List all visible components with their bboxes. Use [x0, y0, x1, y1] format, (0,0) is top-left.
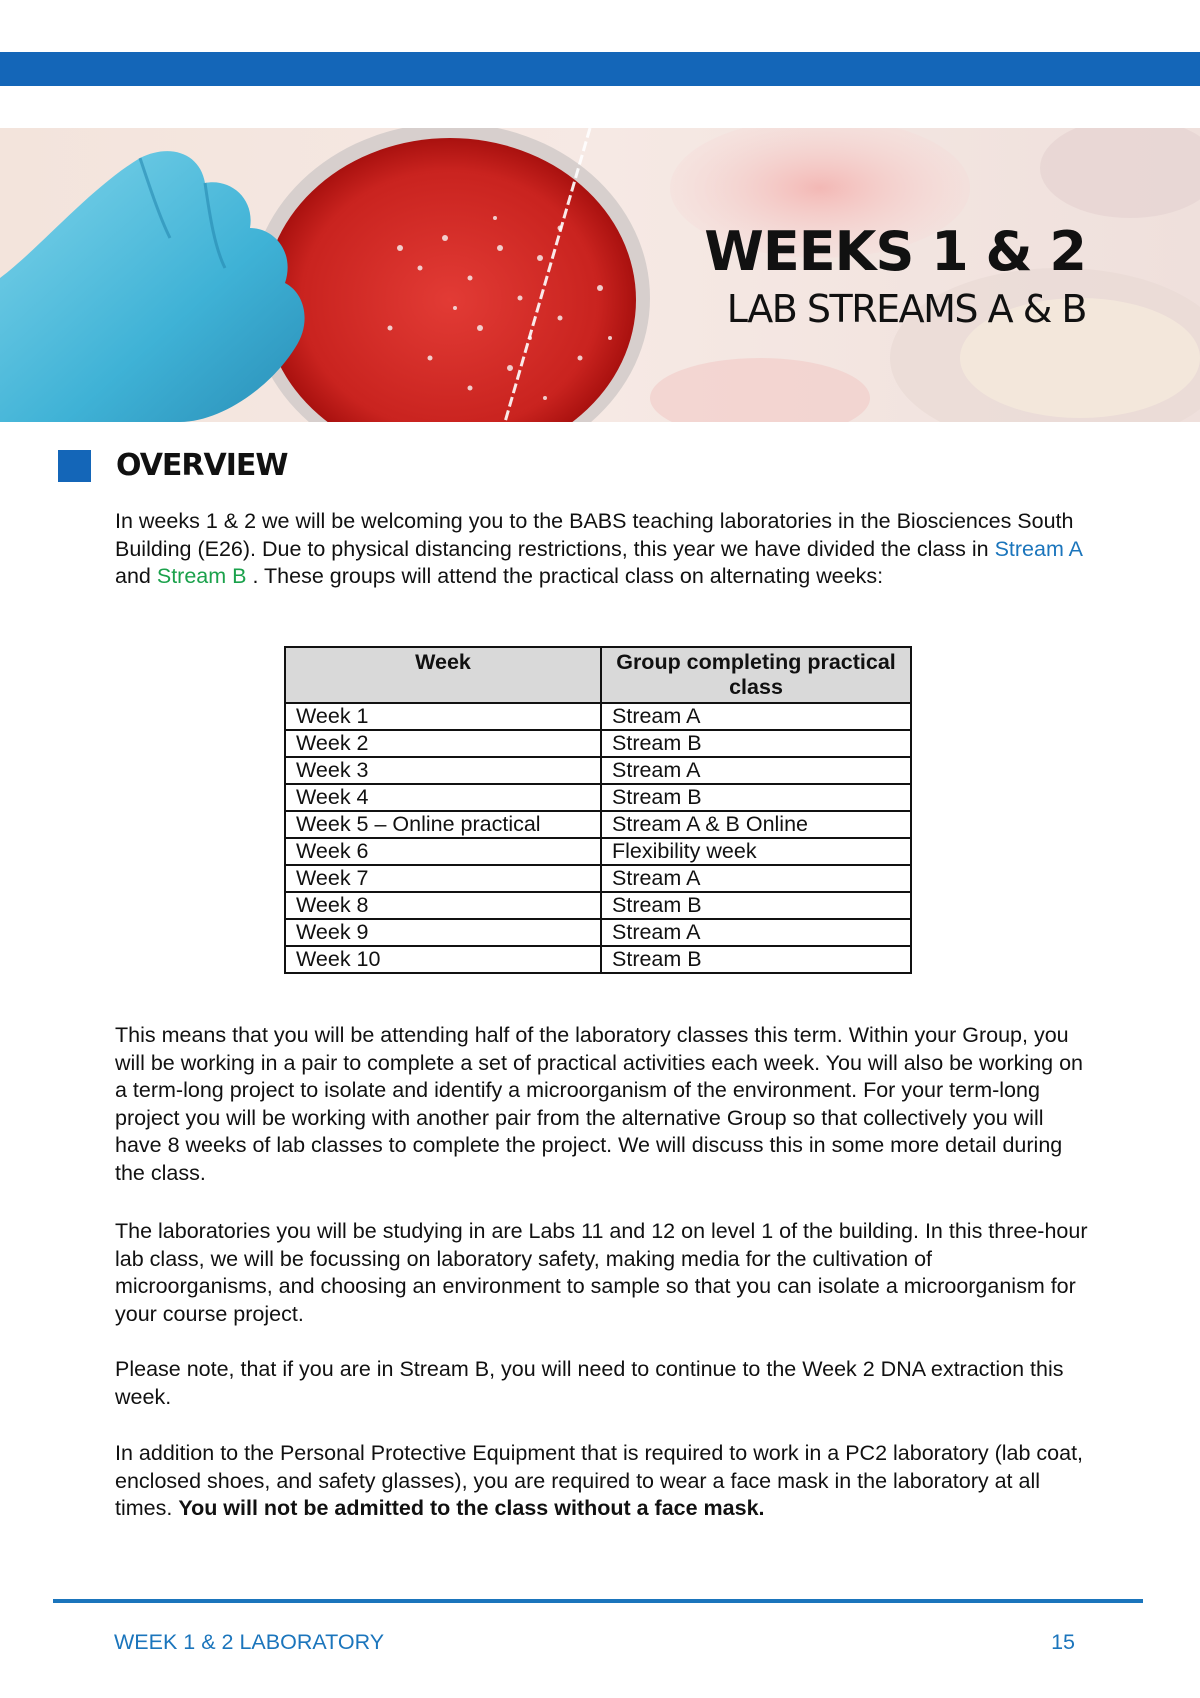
intro-text-3: . These groups will attend the practical class on alternating weeks:: [246, 564, 884, 588]
table-row: [285, 730, 911, 757]
table-header-week: Week: [285, 647, 601, 703]
table-cell-week: Week 3: [285, 757, 601, 784]
table-row: [285, 757, 911, 784]
table-row: [285, 946, 911, 973]
section-heading-text: OVERVIEW: [116, 448, 288, 483]
page-subtitle: LAB STREAMS A & B: [726, 287, 1086, 331]
table-cell-week: Week 8: [285, 892, 601, 919]
table-cell-week: Week 2: [285, 730, 601, 757]
intro-paragraph: [115, 508, 1095, 591]
table-row: [285, 838, 911, 865]
table-row: [285, 892, 911, 919]
table-cell-week: Week 10: [285, 946, 601, 973]
ppe-warning: You will not be admitted to the class without a face mask.: [178, 1496, 765, 1520]
table-cell-group: Stream B: [601, 892, 911, 919]
table-cell-group: Stream B: [601, 784, 911, 811]
table-cell-group: Stream A: [601, 865, 911, 892]
hero-banner: [0, 128, 1200, 422]
table-cell-week: Week 5 – Online practical: [285, 811, 601, 838]
table-header-group: Group completing practical class: [601, 647, 911, 703]
paragraph-laboratories: The laboratories you will be studying in are Labs 11 and 12 on level 1 of the building. In this three-hour lab class, we will be focussing on laboratory safety, making media for the cultivation of microorganisms, and choosing an environment to sample so that you can isolate a microorganism for your course project.: [115, 1219, 1088, 1326]
table-header-row: [285, 647, 911, 703]
table-cell-group: Stream A: [601, 703, 911, 730]
table-row: [285, 811, 911, 838]
stream-b-label: Stream B: [156, 564, 247, 588]
footer-label: WEEK 1 & 2 LABORATORY: [114, 1630, 385, 1654]
table-cell-group: Stream A: [601, 757, 911, 784]
table-row: [285, 703, 911, 730]
table-cell-group: Stream B: [601, 730, 911, 757]
square-marker-icon: [58, 450, 91, 482]
paragraph-ppe: [115, 1440, 1095, 1523]
intro-text-1: In weeks 1 & 2 we will be welcoming you to the BABS teaching laboratories in the Biosciences South Building (E26). Due to physical distancing restrictions, this year we have divided the class in: [115, 509, 1074, 561]
footer-divider: [53, 1599, 1143, 1603]
table-cell-week: Week 6: [285, 838, 601, 865]
table-cell-group: Stream B: [601, 946, 911, 973]
table-row: [285, 784, 911, 811]
table-cell-week: Week 4: [285, 784, 601, 811]
stream-a-label: Stream A: [994, 536, 1082, 561]
table-cell-group: Stream A: [601, 919, 911, 946]
page-number: 15: [1051, 1630, 1075, 1654]
page-title: WEEKS 1 & 2: [704, 220, 1086, 283]
hero-title: [704, 220, 1086, 334]
top-banner-bar: [0, 52, 1200, 86]
ppe-text: In addition to the Personal Protective Equipment that is required to work in a PC2 laboratory (lab coat, enclosed shoes, and safety glasses), you are required to wear a face mask in the laboratory at all times.: [115, 1441, 1084, 1520]
paragraph-attendance: This means that you will be attending half of the laboratory classes this term. Within your Group, you will be working in a pair to complete a set of practical activities each week. You will also be working on a term-long project to isolate and identify a microorganism of the environment. For your term-long project you will be working with another pair from the alternative Group so that collectively you will have 8 weeks of lab classes to complete the project. We will discuss this in some more detail during the class.: [115, 1023, 1083, 1185]
table-row: [285, 919, 911, 946]
table-cell-group: Stream A & B Online: [601, 811, 911, 838]
table-cell-group: Flexibility week: [601, 838, 911, 865]
intro-text-2: and: [115, 564, 157, 588]
schedule-table: [284, 646, 912, 974]
table-row: [285, 865, 911, 892]
table-cell-week: Week 7: [285, 865, 601, 892]
table-cell-week: Week 9: [285, 919, 601, 946]
table-cell-week: Week 1: [285, 703, 601, 730]
paragraph-stream-b-note: Please note, that if you are in Stream B, you will need to continue to the Week 2 DNA extraction this week.: [115, 1357, 1064, 1409]
